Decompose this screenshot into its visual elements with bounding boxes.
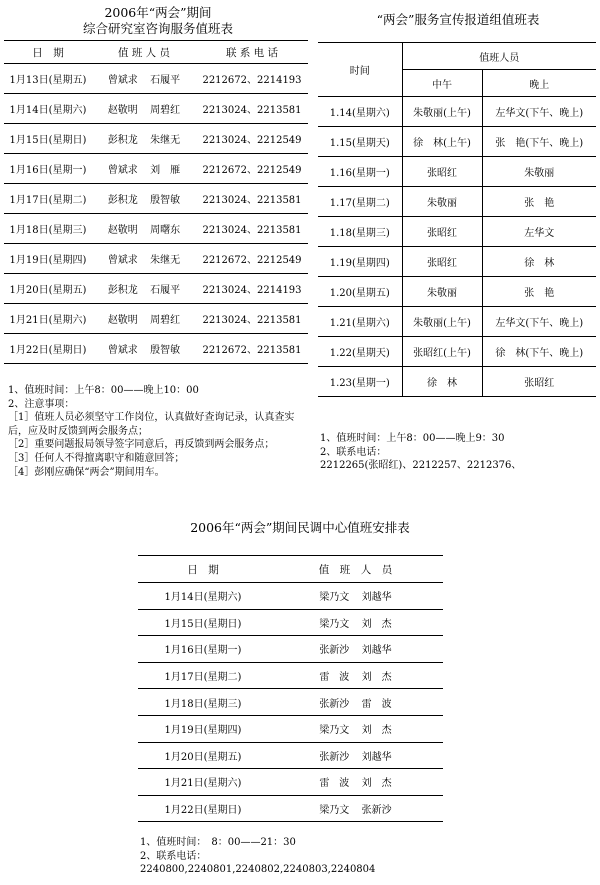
- publicity-header-noon: 中午: [402, 70, 482, 97]
- table-row: [318, 217, 596, 247]
- table-row: [138, 769, 443, 796]
- evening-cell: 徐 林: [482, 247, 596, 277]
- date-cell: 1.20(星期五): [318, 277, 402, 307]
- staff-name: 曾斌求: [107, 255, 138, 266]
- staff-name: 刘 雁: [150, 165, 181, 176]
- date-cell: 1月16日(星期一): [138, 636, 268, 663]
- consult-header-row: [4, 41, 308, 64]
- staff-name: 张新沙: [319, 751, 350, 763]
- date-cell: 1月14日(星期六): [4, 94, 92, 124]
- staff-name: 刘越华: [361, 751, 392, 763]
- phone-cell: 2212672、2212549: [196, 244, 308, 274]
- table-row: [4, 154, 308, 184]
- staff-name: 梁乃文: [319, 618, 350, 630]
- staff-cell: [92, 304, 196, 334]
- table-row: [318, 97, 596, 127]
- staff-name: 张新沙: [361, 805, 392, 817]
- note-line: 2、联系电话：: [140, 850, 207, 862]
- date-cell: 1月15日(星期日): [4, 124, 92, 154]
- staff-name: 梁乃文: [319, 592, 350, 604]
- table-row: [4, 274, 308, 304]
- staff-name: 梁乃文: [319, 805, 350, 817]
- staff-name: 曾斌求: [107, 345, 138, 356]
- staff-name: 彭积龙: [107, 195, 138, 206]
- phone-cell: 2213024、2213581: [196, 94, 308, 124]
- staff-name: 彭积龙: [107, 135, 138, 146]
- date-cell: 1月14日(星期六): [138, 583, 268, 610]
- staff-name: 朱继无: [150, 255, 181, 266]
- staff-cell: [92, 274, 196, 304]
- phone-cell: 2213024、2213581: [196, 214, 308, 244]
- staff-name: 刘越华: [361, 592, 392, 604]
- staff-name: 张新沙: [319, 645, 350, 657]
- noon-cell: 朱敬丽(上午): [402, 307, 482, 337]
- noon-cell: 朱敬丽(上午): [402, 97, 482, 127]
- note-line: 1、值班时间：上午8：00——晚上9：30: [320, 433, 505, 444]
- table-row: [4, 94, 308, 124]
- table-row: [318, 187, 596, 217]
- staff-name: 张新沙: [319, 698, 350, 710]
- staff-cell: [268, 583, 443, 610]
- staff-name: 赵敬明: [107, 315, 138, 326]
- staff-cell: [92, 64, 196, 94]
- staff-name: 刘 杰: [361, 672, 392, 684]
- publicity-header-row: [318, 43, 596, 70]
- noon-cell: 张昭红(上午): [402, 337, 482, 367]
- table-row: [4, 184, 308, 214]
- noon-cell: 张昭红: [402, 247, 482, 277]
- staff-name: 周曙东: [150, 225, 181, 236]
- table-row: [4, 214, 308, 244]
- noon-cell: 徐 林: [402, 367, 482, 397]
- survey-header-staff: 值 班 人 员: [268, 556, 443, 583]
- date-cell: 1月17日(星期二): [138, 662, 268, 689]
- consult-title-line1: 2006年“两会”期间: [104, 5, 212, 20]
- evening-cell: 左华文(下午、晚上): [482, 307, 596, 337]
- date-cell: 1月18日(星期三): [4, 214, 92, 244]
- staff-name: 石履平: [150, 285, 181, 296]
- note-line: ［4］彭刚应确保“两会”期间用车。: [8, 466, 165, 478]
- staff-name: 赵敬明: [107, 225, 138, 236]
- phone-cell: 2212672、2212549: [196, 154, 308, 184]
- date-cell: 1.18(星期三): [318, 217, 402, 247]
- date-cell: 1月16日(星期一): [4, 154, 92, 184]
- table-row: [318, 247, 596, 277]
- date-cell: 1月20日(星期五): [4, 274, 92, 304]
- consult-header-phone: 联 系 电 话: [196, 41, 308, 64]
- evening-cell: 左华文: [482, 217, 596, 247]
- table-row: [318, 277, 596, 307]
- staff-name: 雷 波: [319, 672, 350, 684]
- survey-notes: [140, 836, 460, 877]
- date-cell: 1.23(星期一): [318, 367, 402, 397]
- staff-name: 赵敬明: [107, 105, 138, 116]
- consult-header-staff: 值 班 人 员: [92, 41, 196, 64]
- staff-cell: [92, 214, 196, 244]
- publicity-notes: [320, 432, 596, 473]
- staff-name: 梁乃文: [319, 725, 350, 737]
- staff-cell: [268, 662, 443, 689]
- table-row: [4, 124, 308, 154]
- consult-table: [4, 40, 308, 364]
- staff-cell: [92, 184, 196, 214]
- table-row: [318, 127, 596, 157]
- table-row: [4, 64, 308, 94]
- staff-cell: [92, 244, 196, 274]
- date-cell: 1.15(星期天): [318, 127, 402, 157]
- note-line: 2212265(张昭红)、2212257、2212376、: [320, 460, 522, 472]
- staff-cell: [268, 609, 443, 636]
- publicity-title: “两会”服务宣传报道组值班表: [376, 12, 540, 27]
- table-row: [318, 307, 596, 337]
- date-cell: 1.17(星期二): [318, 187, 402, 217]
- date-cell: 1月19日(星期四): [138, 715, 268, 742]
- survey-header-row: [138, 556, 443, 583]
- note-line: ［1］值班人员必须坚守工作岗位，认真做好查询记录，认真查实后，应及时反馈到两会服务点；: [8, 412, 295, 437]
- staff-name: 刘越华: [361, 645, 392, 657]
- publicity-header-evening: 晚上: [482, 70, 596, 97]
- consult-header-date: 日 期: [4, 41, 92, 64]
- noon-cell: 徐 林(上午): [402, 127, 482, 157]
- staff-cell: [92, 334, 196, 364]
- staff-name: 周碧红: [150, 105, 181, 116]
- staff-name: 殷智敏: [150, 345, 181, 356]
- date-cell: 1.14(星期六): [318, 97, 402, 127]
- table-row: [138, 609, 443, 636]
- table-row: [4, 334, 308, 364]
- consult-notes: [8, 384, 306, 479]
- staff-name: 彭积龙: [107, 285, 138, 296]
- noon-cell: 朱敬丽: [402, 277, 482, 307]
- staff-cell: [268, 689, 443, 716]
- date-cell: 1.19(星期四): [318, 247, 402, 277]
- noon-cell: 张昭红: [402, 157, 482, 187]
- staff-name: 曾斌求: [107, 165, 138, 176]
- phone-cell: 2212672、2214193: [196, 64, 308, 94]
- survey-header-date: 日 期: [138, 556, 268, 583]
- staff-name: 石履平: [150, 75, 181, 86]
- date-cell: 1.21(星期六): [318, 307, 402, 337]
- publicity-table: [318, 42, 596, 397]
- note-line: 1、值班时间： 8：00——21：30: [140, 837, 296, 848]
- phone-cell: 2213024、2213581: [196, 184, 308, 214]
- date-cell: 1月20日(星期五): [138, 742, 268, 769]
- staff-cell: [92, 94, 196, 124]
- evening-cell: 张昭红: [482, 367, 596, 397]
- note-line: ［2］重要问题报局领导签字同意后，再反馈到两会服务点；: [8, 439, 275, 451]
- survey-title: 2006年“两会”期间民调中心值班安排表: [190, 520, 410, 535]
- noon-cell: 朱敬丽: [402, 187, 482, 217]
- table-row: [318, 337, 596, 367]
- phone-cell: 2213024、2212549: [196, 124, 308, 154]
- evening-cell: 张 艳(下午、晚上): [482, 127, 596, 157]
- publicity-header-time: 时间: [318, 43, 402, 97]
- evening-cell: 朱敬丽: [482, 157, 596, 187]
- staff-cell: [268, 769, 443, 796]
- evening-cell: 左华文(下午、晚上): [482, 97, 596, 127]
- table-row: [138, 636, 443, 663]
- table-row: [318, 157, 596, 187]
- staff-cell: [268, 742, 443, 769]
- note-line: 1、值班时间：上午8：00——晚上10：00: [8, 385, 199, 396]
- staff-name: 朱继无: [150, 135, 181, 146]
- staff-cell: [92, 124, 196, 154]
- table-row: [138, 583, 443, 610]
- date-cell: 1月19日(星期四): [4, 244, 92, 274]
- phone-cell: 2213024、2213581: [196, 304, 308, 334]
- date-cell: 1月21日(星期六): [4, 304, 92, 334]
- staff-cell: [268, 715, 443, 742]
- phone-cell: 2213024、2214193: [196, 274, 308, 304]
- note-line: 2240800,2240801,2240802,2240803,2240804: [140, 864, 376, 876]
- survey-table: [138, 555, 443, 822]
- date-cell: 1.16(星期一): [318, 157, 402, 187]
- consult-title-line2: 综合研究室咨询服务值班表: [82, 21, 233, 36]
- phone-cell: 2212672、2213581: [196, 334, 308, 364]
- evening-cell: 张 艳: [482, 277, 596, 307]
- date-cell: 1月15日(星期日): [138, 609, 268, 636]
- note-line: 2、联系电话：: [320, 446, 387, 458]
- date-cell: 1月17日(星期二): [4, 184, 92, 214]
- table-row: [4, 304, 308, 334]
- staff-name: 殷智敏: [150, 195, 181, 206]
- staff-cell: [92, 154, 196, 184]
- date-cell: 1月22日(星期日): [138, 795, 268, 822]
- staff-name: 刘 杰: [361, 725, 392, 737]
- evening-cell: 徐 林(下午、晚上): [482, 337, 596, 367]
- table-row: [138, 662, 443, 689]
- date-cell: 1月13日(星期五): [4, 64, 92, 94]
- consult-title: [8, 5, 308, 37]
- note-line: 2、注意事项：: [8, 398, 75, 410]
- staff-name: 刘 杰: [361, 618, 392, 630]
- table-row: [138, 715, 443, 742]
- evening-cell: 张 艳: [482, 187, 596, 217]
- staff-name: 雷 波: [319, 778, 350, 790]
- table-row: [4, 244, 308, 274]
- date-cell: 1月18日(星期三): [138, 689, 268, 716]
- note-line: ［3］任何人不得擅离职守和随意回答；: [8, 452, 185, 464]
- table-row: [318, 367, 596, 397]
- date-cell: 1月21日(星期六): [138, 769, 268, 796]
- staff-name: 周碧红: [150, 315, 181, 326]
- publicity-header-staff: 值班人员: [402, 43, 596, 70]
- table-row: [138, 795, 443, 822]
- table-row: [138, 689, 443, 716]
- staff-cell: [268, 795, 443, 822]
- table-row: [138, 742, 443, 769]
- staff-name: 曾斌求: [107, 75, 138, 86]
- noon-cell: 张昭红: [402, 217, 482, 247]
- date-cell: 1.22(星期天): [318, 337, 402, 367]
- staff-cell: [268, 636, 443, 663]
- staff-name: 雷 波: [361, 698, 392, 710]
- date-cell: 1月22日(星期日): [4, 334, 92, 364]
- staff-name: 刘 杰: [361, 778, 392, 790]
